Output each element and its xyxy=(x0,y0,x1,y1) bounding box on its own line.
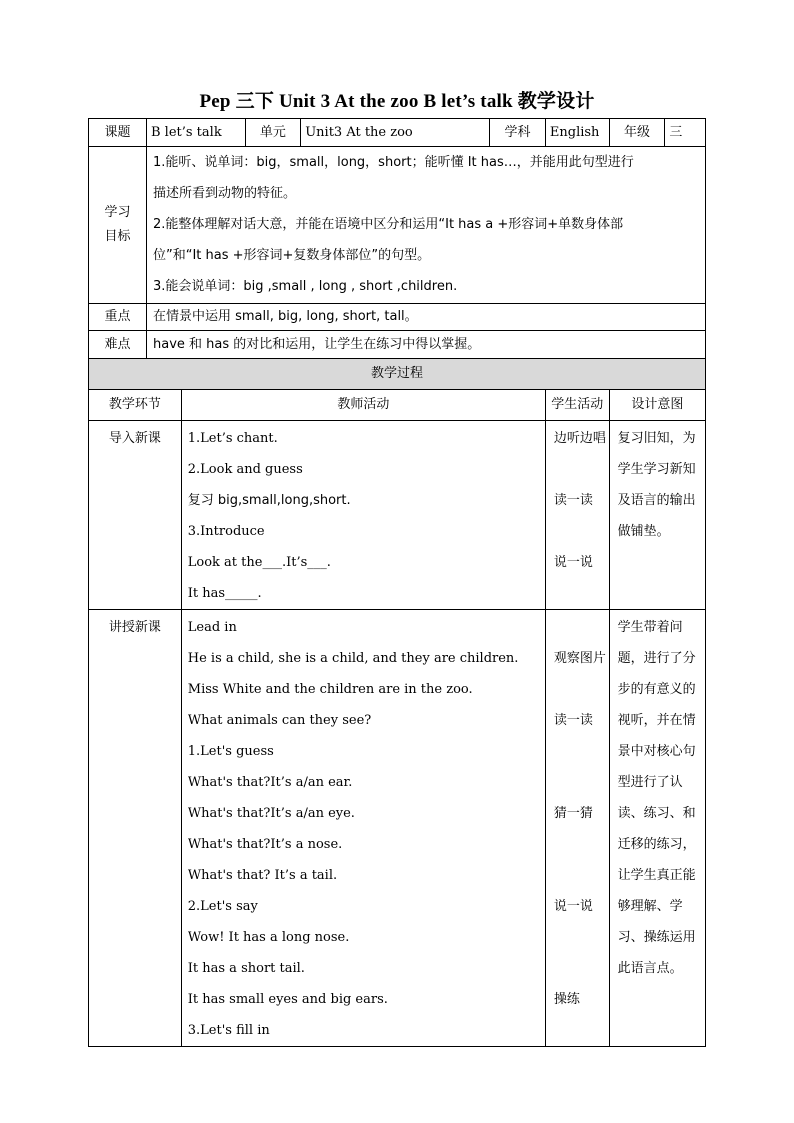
student-line xyxy=(546,454,609,485)
teacher-line: It has small eyes and big ears. xyxy=(187,992,388,1007)
header-student: 学生活动 xyxy=(545,390,609,421)
goal-line: 位”和“It has +形容词+复数身体部位”的句型。 xyxy=(152,248,431,263)
student-line xyxy=(546,674,609,705)
goals-label-line-2: 目标 xyxy=(104,229,131,244)
unit-label: 单元 xyxy=(245,119,301,147)
stage2-teacher xyxy=(181,610,545,1047)
teacher-line: 2.Look and guess xyxy=(187,462,303,477)
teacher-line: 2.Let's say xyxy=(187,899,258,914)
grade-value: 三 xyxy=(665,119,706,147)
student-line xyxy=(546,736,609,767)
goal-line: 1.能听、说单词：big，small，long，short；能听懂 It has…，并能用此句型进行 xyxy=(152,155,634,170)
student-line: 说一说 xyxy=(553,899,593,914)
student-line xyxy=(546,516,609,547)
teacher-line: 3.Introduce xyxy=(187,524,265,539)
teacher-line: What's that? It’s a tail. xyxy=(187,868,338,883)
student-line: 读一读 xyxy=(553,713,593,728)
student-line xyxy=(546,953,609,984)
subject-value: English xyxy=(545,119,609,147)
stage2-name: 讲授新课 xyxy=(89,610,182,1047)
subject-label: 学科 xyxy=(490,119,546,147)
student-line: 操练 xyxy=(553,992,580,1007)
student-line xyxy=(546,829,609,860)
student-line xyxy=(546,860,609,891)
goals-content xyxy=(146,147,705,304)
goals-label-line-1: 学习 xyxy=(104,205,131,220)
key-point-text: 在情景中运用 small, big, long, short, tall。 xyxy=(146,304,705,331)
student-line xyxy=(546,767,609,798)
header-teacher: 教师活动 xyxy=(181,390,545,421)
unit-value: Unit3 At the zoo xyxy=(301,119,490,147)
teacher-line: Miss White and the children are in the zoo. xyxy=(187,682,473,697)
student-line xyxy=(546,1015,609,1046)
key-point-label: 重点 xyxy=(89,304,147,331)
teacher-line: 3.Let's fill in xyxy=(187,1023,270,1038)
teacher-line: It has_____. xyxy=(187,586,262,601)
goal-line: 2.能整体理解对话大意，并能在语境中区分和运用“It has a +形容词+单数身体部 xyxy=(152,217,624,232)
teacher-line: 1.Let’s chant. xyxy=(187,431,278,446)
teacher-line: What's that?It’s a/an ear. xyxy=(187,775,353,790)
teacher-line: It has a short tail. xyxy=(187,961,305,976)
grade-label: 年级 xyxy=(609,119,665,147)
lesson-plan-table xyxy=(88,118,706,1047)
student-line: 边听边唱 xyxy=(553,431,606,446)
student-line xyxy=(546,578,609,609)
stage2-student xyxy=(545,610,609,1047)
process-title: 教学过程 xyxy=(89,359,706,390)
student-line: 猜一猜 xyxy=(553,806,593,821)
teacher-line: Wow! It has a long nose. xyxy=(187,930,350,945)
stage2-intent: 学生带着问题，进行了分步的有意义的视听，并在情景中对核心句型进行了认读、练习、和迁移的练习，让学生真正能够理解、学习、操练运用此语言点。 xyxy=(609,610,705,1047)
stage1-student xyxy=(545,421,609,610)
stage1-intent: 复习旧知，为学生学习新知及语言的输出做铺垫。 xyxy=(609,421,705,610)
student-line xyxy=(546,612,609,643)
goal-line: 3.能会说单词：big ,small , long , short ,children. xyxy=(152,279,458,294)
teacher-line: 复习 big,small,long,short. xyxy=(187,493,351,508)
difficulty-text: have 和 has 的对比和运用，让学生在练习中得以掌握。 xyxy=(146,331,705,359)
stage1-name: 导入新课 xyxy=(89,421,182,610)
teacher-line: What's that?It’s a nose. xyxy=(187,837,343,852)
teacher-line: Lead in xyxy=(187,620,237,635)
teacher-line: He is a child, she is a child, and they are children. xyxy=(187,651,519,666)
topic-label: 课题 xyxy=(89,119,147,147)
stage1-teacher xyxy=(181,421,545,610)
document-title: Pep 三下 Unit 3 At the zoo B let’s talk 教学设计 xyxy=(199,91,595,112)
topic-value: B let’s talk xyxy=(146,119,245,147)
teacher-line: Look at the___.It’s___. xyxy=(187,555,331,570)
header-intent: 设计意图 xyxy=(609,390,705,421)
difficulty-label: 难点 xyxy=(89,331,147,359)
header-stage: 教学环节 xyxy=(89,390,182,421)
teacher-line: What's that?It’s a/an eye. xyxy=(187,806,355,821)
student-line xyxy=(546,922,609,953)
student-line: 观察图片 xyxy=(553,651,606,666)
teacher-line: 1.Let's guess xyxy=(187,744,274,759)
goals-label xyxy=(89,147,147,304)
student-line: 读一读 xyxy=(553,493,593,508)
goal-line: 描述所看到动物的特征。 xyxy=(152,186,296,201)
student-line: 说一说 xyxy=(553,555,593,570)
teacher-line: What animals can they see? xyxy=(187,713,372,728)
